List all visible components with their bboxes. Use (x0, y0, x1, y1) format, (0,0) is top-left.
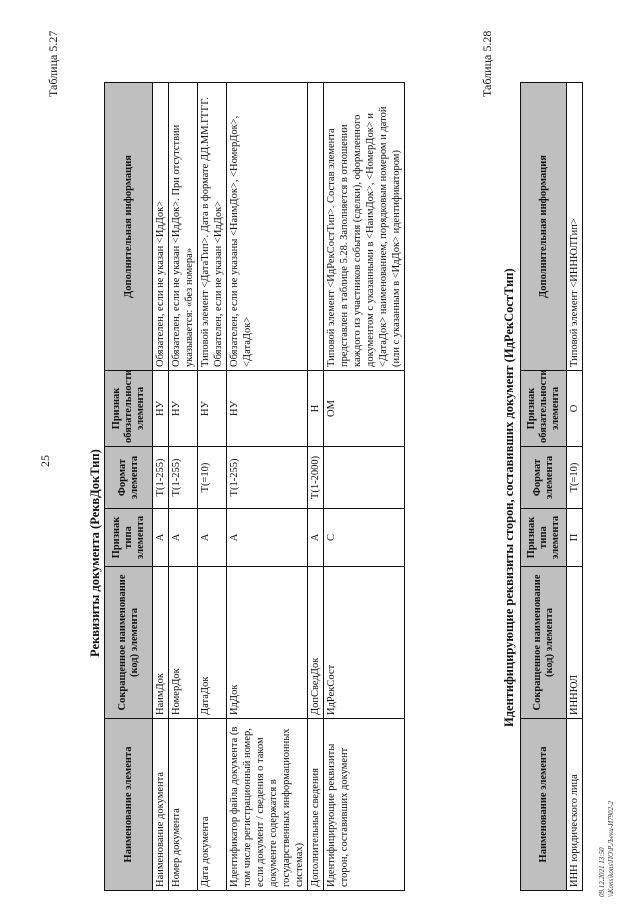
table1 (104, 82, 405, 891)
cell-format: T(1-255) (153, 447, 169, 509)
header-format: Формат элемента (521, 447, 567, 509)
cell-info: Обязателен, если не указаны <НаимДок>, <НомерДок>, <ДатаДок> (227, 83, 308, 371)
cell-info: Типовой элемент <ИдРекСостТип>. Состав элемента представлен в таблице 5.28. Заполняется в отношении каждого из участников события (сделки), оформленного документом с указанными в <НаимДок>, <НомерДок> и <ДатаДок> наименованием, порядковым номером и датой (или с указанным в <ИдДок> идентификатором) (324, 83, 405, 371)
header-code: Сокращенное наименование (код) элемента (521, 567, 567, 719)
cell-code: ДатаДок (198, 567, 227, 719)
table1-title: Реквизиты документа (РеквДокТип) (88, 449, 102, 657)
cell-type: П (567, 509, 583, 567)
table1-header-row (105, 83, 153, 891)
header-code: Сокращенное наименование (код) элемента (105, 567, 153, 719)
header-info: Дополнительная информация (521, 83, 567, 371)
cell-format: T(=10) (567, 447, 583, 509)
scan-stamp-date: 09.12.2021 13:50 (598, 847, 606, 897)
table-row (153, 83, 169, 891)
cell-info: Типовой элемент <ДатаТип>. Дата в формате ДД.ММ.ГГГГ. Обязателен, если не указан <ИдДок> (198, 83, 227, 371)
cell-info (308, 83, 324, 371)
table1-number: Таблица 5.27 (46, 30, 60, 97)
cell-name: Номер документа (169, 719, 198, 891)
table2-title: Идентифицирующие реквизиты сторон, составивших документ (ИдРекСостТип) (502, 268, 516, 727)
cell-format (324, 447, 405, 509)
header-info: Дополнительная информация (105, 83, 153, 371)
header-type: Признак типа элемента (105, 509, 153, 567)
cell-name: Идентифицирующие реквизиты сторон, составивших документ (324, 719, 405, 891)
cell-format: T(1-255) (169, 447, 198, 509)
table2-header-row (521, 83, 567, 891)
scan-stamp-path: \\Kons\kons\ПО\Р.Љеки-И7902-2 (607, 801, 615, 897)
cell-info: Обязателен, если не указан <ИдДок>. При отсутствии указывается: «без номера» (169, 83, 198, 371)
table-row (308, 83, 324, 891)
cell-code: ИдДок (227, 567, 308, 719)
header-required: Признак обязательности элемента (521, 371, 567, 447)
scan-stamp (598, 801, 616, 897)
cell-required: О (567, 371, 583, 447)
header-name: Наименование элемента (521, 719, 567, 891)
cell-format: T(1-255) (227, 447, 308, 509)
cell-name: Идентификатор файла документа (в том числе регистрационный номер, если документ / сведения о таком документе содержатся в государственных информационных системах) (227, 719, 308, 891)
header-required: Признак обязательности элемента (105, 371, 153, 447)
cell-required: НУ (153, 371, 169, 447)
cell-format: T(1-2000) (308, 447, 324, 509)
header-format: Формат элемента (105, 447, 153, 509)
cell-code: НаимДок (153, 567, 169, 719)
cell-code: ИННЮЛ (567, 567, 583, 719)
cell-required: ОМ (324, 371, 405, 447)
table2-number: Таблица 5.28 (480, 30, 494, 97)
table2 (520, 82, 583, 891)
table-row (324, 83, 405, 891)
cell-code: НомерДок (169, 567, 198, 719)
cell-required: НУ (198, 371, 227, 447)
cell-name: ИНН юридического лица (567, 719, 583, 891)
cell-code: ДопСведДок (308, 567, 324, 719)
page-number: 25 (38, 455, 52, 467)
cell-name: Дата документа (198, 719, 227, 891)
header-type: Признак типа элемента (521, 509, 567, 567)
table-row (567, 83, 583, 891)
cell-type: С (324, 509, 405, 567)
table-row (169, 83, 198, 891)
table-row (227, 83, 308, 891)
cell-type: А (198, 509, 227, 567)
cell-required: НУ (169, 371, 198, 447)
cell-type: А (169, 509, 198, 567)
cell-type: А (308, 509, 324, 567)
cell-required: НУ (227, 371, 308, 447)
cell-format: T(=10) (198, 447, 227, 509)
cell-name: Дополнительные сведения (308, 719, 324, 891)
cell-code: ИдРекСост (324, 567, 405, 719)
cell-info: Обязателен, если не указан <ИдДок> (153, 83, 169, 371)
table-row (198, 83, 227, 891)
header-name: Наименование элемента (105, 719, 153, 891)
cell-name: Наименование документа (153, 719, 169, 891)
cell-info: Типовой элемент <ИННЮЛТип> (567, 83, 583, 371)
cell-required: Н (308, 371, 324, 447)
cell-type: А (227, 509, 308, 567)
cell-type: А (153, 509, 169, 567)
